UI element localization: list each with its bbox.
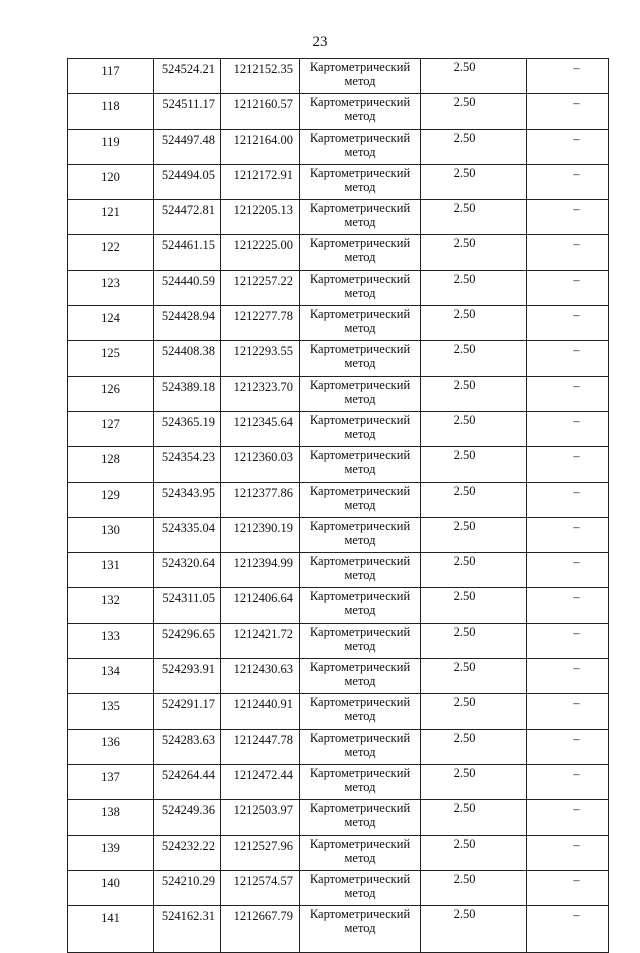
accuracy-cell: 2.50	[421, 59, 527, 94]
table-row	[68, 588, 609, 623]
method-line-2: метод	[344, 709, 376, 724]
method-cell	[300, 906, 421, 953]
point-number-cell: 119	[68, 129, 154, 164]
method-line-1: Картометрический	[309, 836, 411, 851]
method-line-1: Картометрический	[309, 554, 411, 569]
method-cell	[300, 341, 421, 376]
method-line-1: Картометрический	[309, 377, 411, 392]
method-cell	[300, 764, 421, 799]
note-cell: –	[527, 764, 609, 799]
y-coordinate-cell: 1212472.44	[221, 764, 300, 799]
table-row	[68, 94, 609, 129]
x-coordinate-cell: 524511.17	[154, 94, 221, 129]
table-row	[68, 164, 609, 199]
x-coordinate-cell: 524293.91	[154, 659, 221, 694]
y-coordinate-cell: 1212527.96	[221, 835, 300, 870]
table-row	[68, 659, 609, 694]
table-row	[68, 694, 609, 729]
accuracy-cell: 2.50	[421, 553, 527, 588]
table-row	[68, 482, 609, 517]
method-line-2: метод	[344, 462, 376, 477]
note-cell: –	[527, 800, 609, 835]
table-row	[68, 835, 609, 870]
y-coordinate-cell: 1212257.22	[221, 270, 300, 305]
method-line-1: Картометрический	[309, 271, 411, 286]
method-line-1: Картометрический	[309, 695, 411, 710]
point-number-cell: 121	[68, 200, 154, 235]
note-cell: –	[527, 306, 609, 341]
method-line-1: Картометрический	[309, 907, 411, 922]
method-line-2: метод	[344, 144, 376, 159]
page-number: 23	[312, 34, 328, 50]
x-coordinate-cell: 524497.48	[154, 129, 221, 164]
method-cell	[300, 411, 421, 446]
accuracy-cell: 2.50	[421, 517, 527, 552]
method-cell	[300, 835, 421, 870]
method-cell	[300, 447, 421, 482]
point-number-cell: 130	[68, 517, 154, 552]
x-coordinate-cell: 524428.94	[154, 306, 221, 341]
method-cell	[300, 306, 421, 341]
y-coordinate-cell: 1212406.64	[221, 588, 300, 623]
note-cell: –	[527, 376, 609, 411]
method-cell	[300, 270, 421, 305]
x-coordinate-cell: 524320.64	[154, 553, 221, 588]
x-coordinate-cell: 524494.05	[154, 164, 221, 199]
table-row	[68, 306, 609, 341]
y-coordinate-cell: 1212152.35	[221, 59, 300, 94]
x-coordinate-cell: 524343.95	[154, 482, 221, 517]
table-row	[68, 447, 609, 482]
method-cell	[300, 553, 421, 588]
table-row	[68, 553, 609, 588]
method-line-2: метод	[344, 674, 376, 689]
note-cell: –	[527, 835, 609, 870]
method-cell	[300, 588, 421, 623]
y-coordinate-cell: 1212430.63	[221, 659, 300, 694]
y-coordinate-cell: 1212447.78	[221, 729, 300, 764]
note-cell: –	[527, 235, 609, 270]
y-coordinate-cell: 1212172.91	[221, 164, 300, 199]
method-line-2: метод	[344, 921, 376, 936]
accuracy-cell: 2.50	[421, 129, 527, 164]
method-cell	[300, 517, 421, 552]
note-cell: –	[527, 694, 609, 729]
y-coordinate-cell: 1212574.57	[221, 870, 300, 905]
note-cell: –	[527, 411, 609, 446]
point-number-cell: 129	[68, 482, 154, 517]
x-coordinate-cell: 524296.65	[154, 623, 221, 658]
point-number-cell: 140	[68, 870, 154, 905]
x-coordinate-cell: 524264.44	[154, 764, 221, 799]
x-coordinate-cell: 524249.36	[154, 800, 221, 835]
table-row	[68, 59, 609, 94]
method-line-1: Картометрический	[309, 95, 411, 110]
accuracy-cell: 2.50	[421, 764, 527, 799]
y-coordinate-cell: 1212394.99	[221, 553, 300, 588]
coordinates-table	[67, 58, 609, 953]
point-number-cell: 137	[68, 764, 154, 799]
method-cell	[300, 482, 421, 517]
x-coordinate-cell: 524354.23	[154, 447, 221, 482]
method-line-2: метод	[344, 850, 376, 865]
table-row	[68, 870, 609, 905]
y-coordinate-cell: 1212667.79	[221, 906, 300, 953]
y-coordinate-cell: 1212277.78	[221, 306, 300, 341]
point-number-cell: 122	[68, 235, 154, 270]
method-line-1: Картометрический	[309, 165, 411, 180]
y-coordinate-cell: 1212205.13	[221, 200, 300, 235]
x-coordinate-cell: 524440.59	[154, 270, 221, 305]
method-line-2: метод	[344, 74, 376, 88]
accuracy-cell: 2.50	[421, 729, 527, 764]
y-coordinate-cell: 1212421.72	[221, 623, 300, 658]
method-line-2: метод	[344, 250, 376, 265]
accuracy-cell: 2.50	[421, 906, 527, 953]
point-number-cell: 123	[68, 270, 154, 305]
method-line-1: Картометрический	[309, 412, 411, 427]
method-line-1: Картометрический	[309, 342, 411, 357]
method-line-2: метод	[344, 356, 376, 371]
y-coordinate-cell: 1212440.91	[221, 694, 300, 729]
x-coordinate-cell: 524283.63	[154, 729, 221, 764]
x-coordinate-cell: 524524.21	[154, 59, 221, 94]
method-line-1: Картометрический	[309, 871, 411, 886]
note-cell: –	[527, 482, 609, 517]
point-number-cell: 135	[68, 694, 154, 729]
table-row	[68, 129, 609, 164]
note-cell: –	[527, 588, 609, 623]
method-cell	[300, 870, 421, 905]
x-coordinate-cell: 524365.19	[154, 411, 221, 446]
note-cell: –	[527, 270, 609, 305]
x-coordinate-cell: 524291.17	[154, 694, 221, 729]
accuracy-cell: 2.50	[421, 376, 527, 411]
point-number-cell: 133	[68, 623, 154, 658]
note-cell: –	[527, 129, 609, 164]
accuracy-cell: 2.50	[421, 411, 527, 446]
point-number-cell: 139	[68, 835, 154, 870]
method-cell	[300, 235, 421, 270]
table-row	[68, 376, 609, 411]
y-coordinate-cell: 1212345.64	[221, 411, 300, 446]
accuracy-cell: 2.50	[421, 164, 527, 199]
table-row	[68, 764, 609, 799]
accuracy-cell: 2.50	[421, 200, 527, 235]
x-coordinate-cell: 524232.22	[154, 835, 221, 870]
point-number-cell: 126	[68, 376, 154, 411]
accuracy-cell: 2.50	[421, 447, 527, 482]
x-coordinate-cell: 524210.29	[154, 870, 221, 905]
method-line-2: метод	[344, 744, 376, 759]
method-cell	[300, 129, 421, 164]
x-coordinate-cell: 524162.31	[154, 906, 221, 953]
accuracy-cell: 2.50	[421, 835, 527, 870]
table-row	[68, 906, 609, 953]
y-coordinate-cell: 1212503.97	[221, 800, 300, 835]
accuracy-cell: 2.50	[421, 94, 527, 129]
method-line-2: метод	[344, 285, 376, 300]
method-cell	[300, 729, 421, 764]
method-line-2: метод	[344, 391, 376, 406]
method-line-1: Картометрический	[309, 624, 411, 639]
table-row	[68, 411, 609, 446]
method-cell	[300, 200, 421, 235]
note-cell: –	[527, 59, 609, 94]
point-number-cell: 125	[68, 341, 154, 376]
x-coordinate-cell: 524461.15	[154, 235, 221, 270]
note-cell: –	[527, 623, 609, 658]
method-line-2: метод	[344, 215, 376, 230]
point-number-cell: 118	[68, 94, 154, 129]
y-coordinate-cell: 1212164.00	[221, 129, 300, 164]
accuracy-cell: 2.50	[421, 588, 527, 623]
point-number-cell: 134	[68, 659, 154, 694]
method-cell	[300, 376, 421, 411]
method-cell	[300, 623, 421, 658]
method-line-1: Картометрический	[309, 483, 411, 498]
accuracy-cell: 2.50	[421, 623, 527, 658]
note-cell: –	[527, 553, 609, 588]
table-row	[68, 200, 609, 235]
method-cell	[300, 59, 421, 94]
method-line-1: Картометрический	[309, 60, 411, 74]
method-cell	[300, 659, 421, 694]
method-line-2: метод	[344, 779, 376, 794]
method-line-1: Картометрический	[309, 448, 411, 463]
accuracy-cell: 2.50	[421, 870, 527, 905]
point-number-cell: 127	[68, 411, 154, 446]
method-line-1: Картометрический	[309, 730, 411, 745]
note-cell: –	[527, 447, 609, 482]
x-coordinate-cell: 524311.05	[154, 588, 221, 623]
note-cell: –	[527, 164, 609, 199]
accuracy-cell: 2.50	[421, 270, 527, 305]
note-cell: –	[527, 517, 609, 552]
accuracy-cell: 2.50	[421, 482, 527, 517]
method-line-1: Картометрический	[309, 589, 411, 604]
y-coordinate-cell: 1212377.86	[221, 482, 300, 517]
note-cell: –	[527, 906, 609, 953]
method-line-2: метод	[344, 532, 376, 547]
accuracy-cell: 2.50	[421, 659, 527, 694]
method-line-2: метод	[344, 426, 376, 441]
point-number-cell: 117	[68, 59, 154, 94]
method-cell	[300, 164, 421, 199]
point-number-cell: 124	[68, 306, 154, 341]
accuracy-cell: 2.50	[421, 800, 527, 835]
method-line-1: Картометрический	[309, 518, 411, 533]
point-number-cell: 141	[68, 906, 154, 953]
table-row	[68, 341, 609, 376]
method-line-1: Картометрический	[309, 130, 411, 145]
y-coordinate-cell: 1212160.57	[221, 94, 300, 129]
method-line-2: метод	[344, 638, 376, 653]
note-cell: –	[527, 94, 609, 129]
method-line-2: метод	[344, 885, 376, 900]
method-line-1: Картометрический	[309, 236, 411, 251]
table-row	[68, 623, 609, 658]
y-coordinate-cell: 1212390.19	[221, 517, 300, 552]
table-row	[68, 517, 609, 552]
method-cell	[300, 800, 421, 835]
table-row	[68, 800, 609, 835]
method-line-1: Картометрический	[309, 765, 411, 780]
method-line-2: метод	[344, 815, 376, 830]
point-number-cell: 138	[68, 800, 154, 835]
note-cell: –	[527, 870, 609, 905]
accuracy-cell: 2.50	[421, 694, 527, 729]
y-coordinate-cell: 1212360.03	[221, 447, 300, 482]
accuracy-cell: 2.50	[421, 306, 527, 341]
x-coordinate-cell: 524389.18	[154, 376, 221, 411]
method-line-1: Картометрический	[309, 801, 411, 816]
point-number-cell: 120	[68, 164, 154, 199]
method-cell	[300, 694, 421, 729]
point-number-cell: 128	[68, 447, 154, 482]
table-row	[68, 729, 609, 764]
method-line-2: метод	[344, 603, 376, 618]
note-cell: –	[527, 200, 609, 235]
x-coordinate-cell: 524472.81	[154, 200, 221, 235]
note-cell: –	[527, 341, 609, 376]
y-coordinate-cell: 1212323.70	[221, 376, 300, 411]
table-row	[68, 270, 609, 305]
method-line-2: метод	[344, 179, 376, 194]
y-coordinate-cell: 1212225.00	[221, 235, 300, 270]
x-coordinate-cell: 524408.38	[154, 341, 221, 376]
method-line-2: метод	[344, 568, 376, 583]
method-line-1: Картометрический	[309, 660, 411, 675]
accuracy-cell: 2.50	[421, 235, 527, 270]
accuracy-cell: 2.50	[421, 341, 527, 376]
x-coordinate-cell: 524335.04	[154, 517, 221, 552]
point-number-cell: 131	[68, 553, 154, 588]
note-cell: –	[527, 729, 609, 764]
note-cell: –	[527, 659, 609, 694]
table-row	[68, 235, 609, 270]
method-line-1: Картометрический	[309, 201, 411, 216]
method-line-1: Картометрический	[309, 307, 411, 322]
method-line-2: метод	[344, 321, 376, 336]
y-coordinate-cell: 1212293.55	[221, 341, 300, 376]
point-number-cell: 136	[68, 729, 154, 764]
method-line-2: метод	[344, 497, 376, 512]
method-cell	[300, 94, 421, 129]
point-number-cell: 132	[68, 588, 154, 623]
method-line-2: метод	[344, 109, 376, 124]
